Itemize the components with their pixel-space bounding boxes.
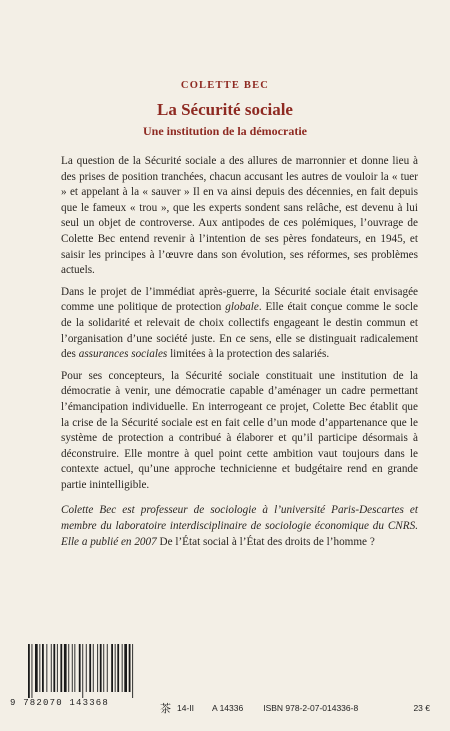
price: 23 €: [413, 703, 430, 713]
blurb-paragraph-3: Pour ses concepteurs, la Sécurité sociale constituait une institution de la démocratie à venir, une démocratie capable d’aménager un cadre permettant l’émancipation individuelle. En interrogeant ce projet, Colette Bec établit que la crise de la Sécurité sociale est en fait celle d’un mode d’appartenance que le système de protection a contribué à élaborer et qu’il participe désormais à déconstruire. Elle montre à quel point cette ambition vaut toujours dans le contexte actuel, qu’une approche technicienne et budgétaire rend en grande partie inintelligible.: [61, 369, 418, 491]
blurb-paragraph-1: La question de la Sécurité sociale a des allures de marronnier et donne lieu à des prises de position tranchées, chacun accusant les autres de vouloir la « tuer » et appelant à la « sauver » Il en va ainsi depuis des décennies, en fait depuis que le fameux « trou », que les experts sondent sans relâche, est devenu à lui seul un objet de controverse. Aux antipodes de ces polémiques, l’ouvrage de Colette Bec entend revenir à l’intention de ses pères fondateurs, en 1945, et saisir les principes à l’œuvre dans son évolution, ses réformes, ses problèmes actuels.: [61, 155, 418, 277]
publication-code: 14-II: [177, 703, 195, 713]
p2-italic-globale: globale: [225, 301, 259, 314]
book-subtitle: Une institution de la démocratie: [143, 124, 307, 138]
p2-text-c: limitées à la protection des salariés.: [167, 348, 330, 361]
barcode-digits: 9 782070 143368: [10, 698, 110, 708]
isbn: ISBN 978-2-07-014336-8: [263, 703, 359, 713]
author-bio-title: De l’État social à l’État des droits de l’homme ?: [156, 535, 375, 548]
author-bio-italic: Colette Bec est professeur de sociologie à l’université Paris-Descartes et membre du laboratoire interdisciplinaire de sociologie économique du CNRS. Elle a publié en 2007: [61, 504, 418, 548]
blurb-text: [61, 154, 418, 556]
author-name: COLETTE BEC: [180, 80, 270, 91]
p2-text-b: . Elle était conçue comme le socle de la solidarité et relevait de choix collectifs engageant le destin commun et l’organisation d’une société juste. En ce sens, elle se distinguait radicalement des: [61, 301, 418, 361]
book-title: La Sécurité sociale: [157, 100, 293, 119]
barcode-bars: [26, 644, 144, 698]
p2-italic-assurances: assurances sociales: [78, 348, 168, 361]
catalog-number: A 14336: [212, 703, 244, 713]
footer-meta: [160, 700, 430, 716]
p2-text-a: Dans le projet de l’immédiat après-guerre, la Sécurité sociale était envisagée comme une politique de protection: [61, 285, 418, 314]
publisher-logo-icon: 茶: [160, 702, 171, 715]
blurb-paragraph-2: [61, 285, 418, 363]
author-bio: [61, 503, 418, 550]
